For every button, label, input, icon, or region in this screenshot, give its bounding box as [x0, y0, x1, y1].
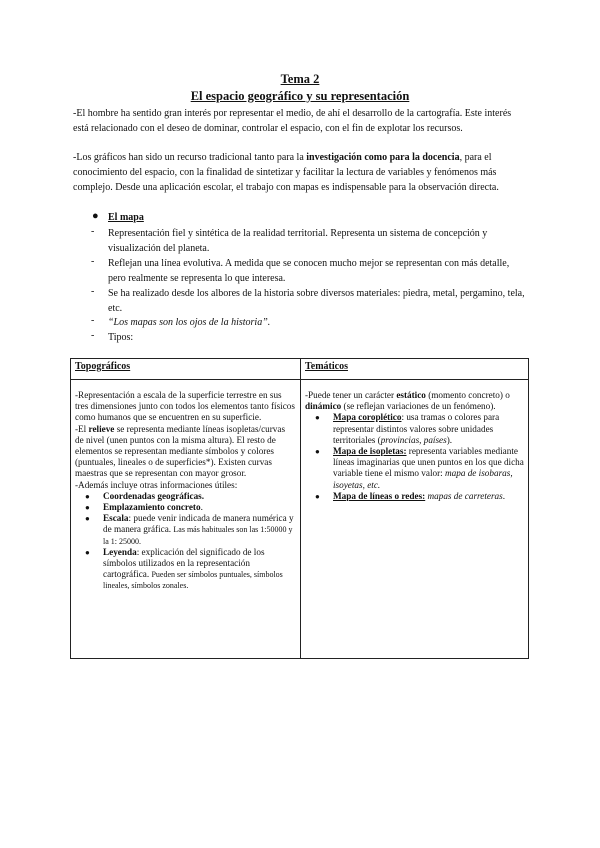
list-item: Tipos:	[108, 332, 134, 343]
topo-bullet-list	[75, 491, 296, 592]
topic-number: Tema 2	[280, 72, 320, 86]
dash-icon: -	[91, 286, 95, 297]
list-item: Representación fiel y sintética de la realidad territorial. Representa un sistema de concepción y visualización del planeta.	[108, 228, 488, 254]
list-item: ● Mapa de líneas o redes: mapas de carreteras.	[333, 491, 524, 502]
page-title: El espacio geográfico y su representación	[190, 89, 410, 103]
tema-bullet-list	[305, 412, 524, 502]
list-item: ● Emplazamiento concreto.	[103, 502, 296, 513]
header-tematicos: Temáticos	[301, 359, 529, 380]
tematicos-cell	[301, 380, 529, 659]
list-item: ● Leyenda: explicación del significado de los símbolos utilizados en la representación cartográfica. Pueden ser símbolos puntuales, símbolos lineales, símbolos zonales.	[103, 547, 296, 592]
list-item: ● Mapa de isopletas: representa variables mediante líneas imaginarias que unen puntos en los que dicha variable tiene el mismo valor: mapa de isobaras, isoyetas, etc.	[333, 446, 524, 491]
list-item: Se ha realizado desde los albores de la historia sobre diversos materiales: piedra, metal, pergamino, tela, etc.	[108, 288, 525, 314]
intro-paragraph-1: -El hombre ha sentido gran interés por representar el medio, de ahí el desarrollo de la cartografía. Este interés está relacionado con el deseo de dominar, controlar el espacio, con el fin de explotar los recursos.	[73, 108, 512, 134]
topo-paragraph-1: -Representación a escala de la superficie terrestre en sus tres dimensiones junto con todos los elementos tanto físicos como humanos que se encuentren en su superficie.	[75, 390, 295, 423]
list-item: ● Escala: puede venir indicada de manera numérica y de manera gráfica. Las más habituales son las 1:50000 y la 1: 25000.	[103, 513, 296, 547]
list-item: Reflejan una línea evolutiva. A medida que se conocen mucho mejor se representan con más detalle, pero realmente se representa lo que interesa.	[108, 258, 510, 284]
dash-icon: -	[91, 330, 95, 341]
bold-phrase: investigación como para la docencia	[306, 152, 460, 163]
topograficos-cell	[71, 380, 301, 659]
header-topograficos: Topográficos	[71, 359, 301, 380]
intro-paragraph-2: -Los gráficos han sido un recurso tradicional tanto para la investigación como para la docencia, para el conocimiento del espacio, con la finalidad de sintetizar y facilitar la lectura de variables y fenómenos más complejo. Desde una aplicación escolar, el trabajo con mapas es indispensable para la observación directa.	[73, 152, 499, 193]
dash-icon: -	[91, 226, 95, 237]
table-header-row	[71, 359, 529, 380]
quote-item: “Los mapas son los ojos de la historia”.	[108, 317, 271, 328]
dash-icon: -	[91, 256, 95, 267]
map-types-table	[70, 358, 529, 659]
tema-paragraph-1: -Puede tener un carácter estático (momento concreto) o dinámico (se reflejan variaciones de un fenómeno).	[305, 390, 510, 412]
topo-paragraph-3: -Además incluye otras informaciones útiles:	[75, 479, 238, 490]
list-item: ● Mapa coroplético: usa tramas o colores para representar distintos valores sobre unidades territoriales (provincias, países).	[333, 412, 524, 446]
bullet-icon: ●	[92, 210, 99, 222]
table-row	[71, 380, 529, 659]
list-item: ● Coordenadas geográficas.	[103, 491, 296, 502]
topo-paragraph-2: -El relieve se representa mediante líneas isopletas/curvas de nivel (unen puntos con la misma altura). El resto de elementos se representan mediante símbolos y colores (puntuales, lineales o de superficies*). Existen curvas maestras que se representan con mayor grosor.	[75, 423, 286, 479]
dash-icon: -	[91, 315, 95, 326]
section-heading-mapa: El mapa	[108, 212, 144, 223]
